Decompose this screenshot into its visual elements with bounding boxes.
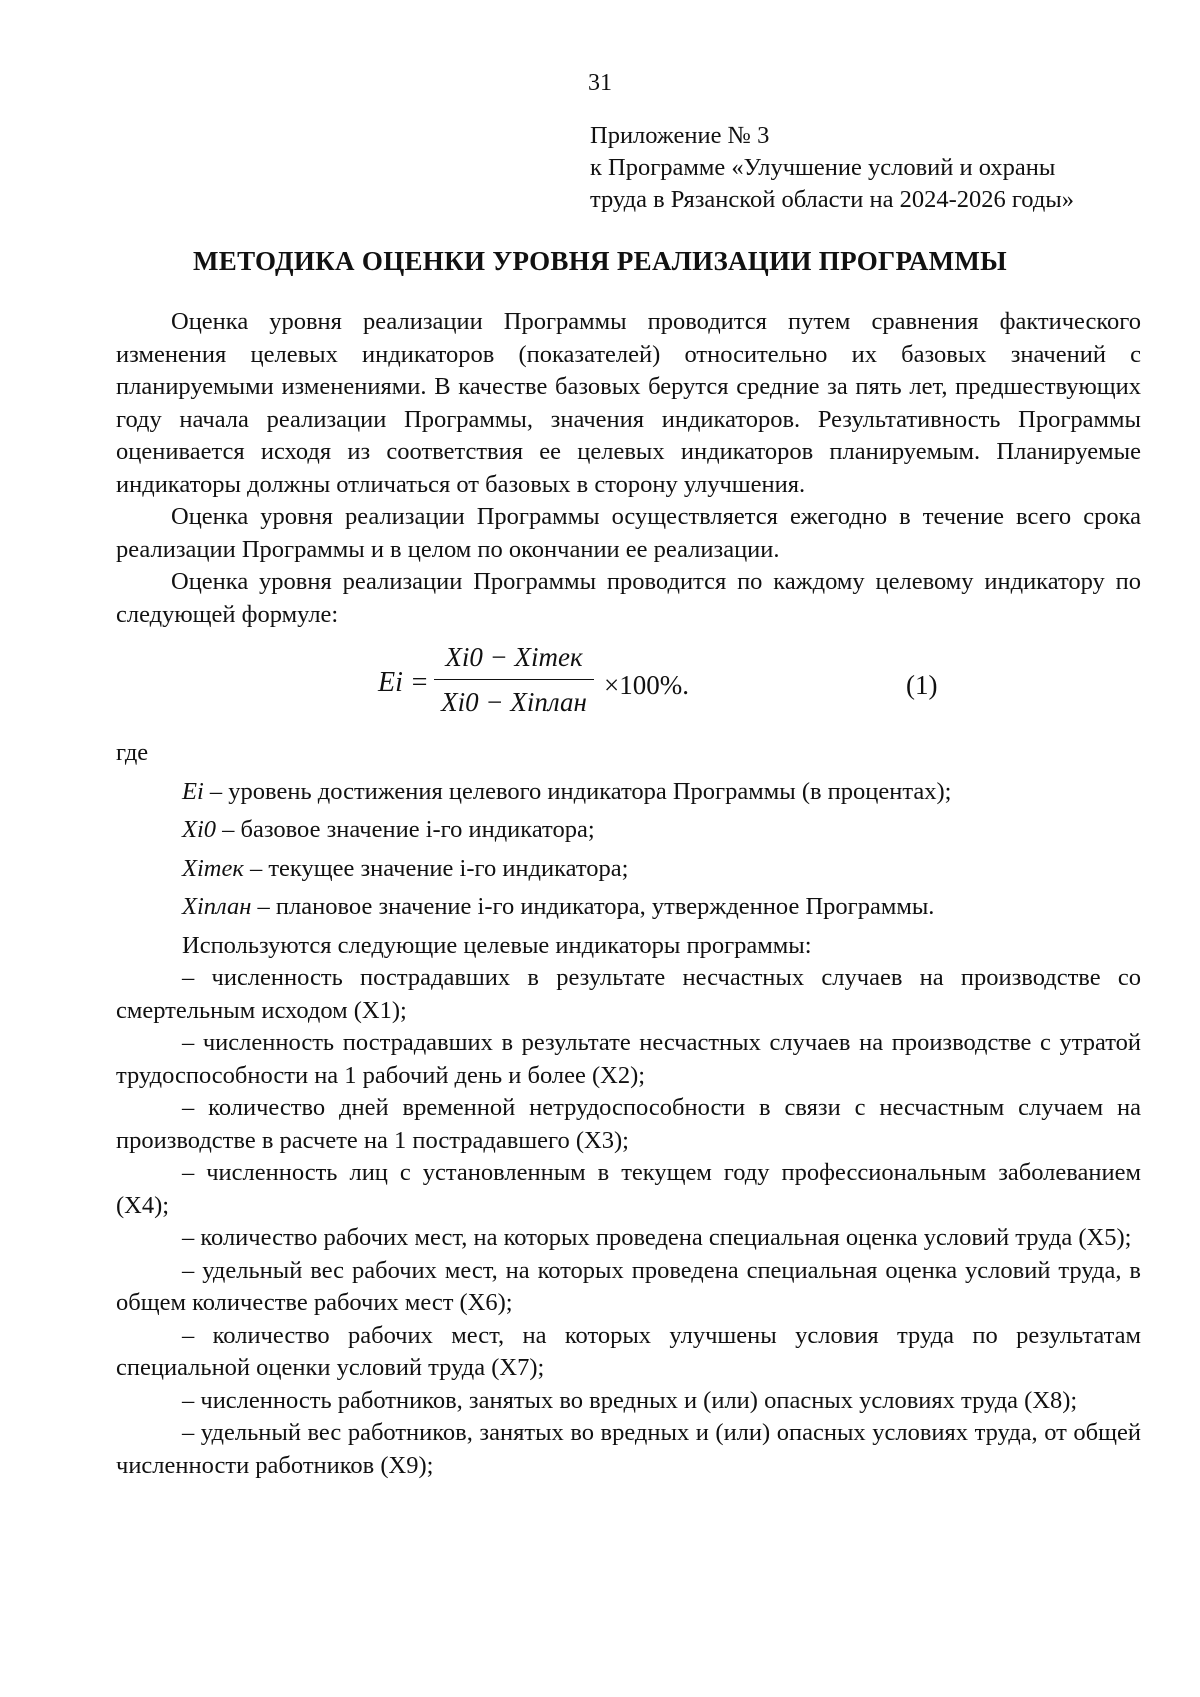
legend-symbol: Xi0 xyxy=(182,816,217,843)
formula-lhs: Ei = xyxy=(378,667,429,698)
appendix-line-3: труда в Рязанской области на 2024-2026 годы» xyxy=(590,186,1075,213)
indicator-item: – численность лиц с установленным в текущем году профессиональным заболеванием (X4); xyxy=(116,1159,1141,1219)
indicator-item: – численность пострадавших в результате несчастных случаев на производстве с утратой трудоспособности на 1 рабочий день и более (X2); xyxy=(116,1029,1141,1089)
indicator-item: – удельный вес работников, занятых во вредных и (или) опасных условиях труда, от общей численности работников (X9); xyxy=(116,1419,1141,1479)
indicator-item: – количество дней временной нетрудоспособности в связи с несчастным случаем на производстве в расчете на 1 пострадавшего (X3); xyxy=(116,1094,1141,1154)
legend-text: – уровень достижения целевого индикатора Программы (в процентах); xyxy=(209,777,952,805)
indicator-list xyxy=(116,962,1141,1482)
formula-denominator: Xi0 − Xiплан xyxy=(441,687,587,717)
where-label: где xyxy=(116,739,149,766)
paragraph-3: Оценка уровня реализации Программы проводится по каждому целевому индикатору по следующей формуле: xyxy=(116,568,1141,628)
document-body xyxy=(116,306,1141,1482)
appendix-line-1: Приложение № 3 xyxy=(590,122,770,149)
legend-text: – плановое значение i-го индикатора, утвержденное Программы. xyxy=(257,893,935,920)
formula xyxy=(116,635,1141,733)
formula-fraction xyxy=(434,635,594,724)
indicator-item: – количество рабочих мест, на которых улучшены условия труда по результатам специальной оценки условий труда (X7); xyxy=(116,1321,1141,1381)
legend-symbol: Ei xyxy=(182,777,204,805)
formula-number: (1) xyxy=(906,670,938,700)
indicator-item: – численность работников, занятых во вредных и (или) опасных условиях труда (X8); xyxy=(182,1386,1078,1414)
formula-numerator: Xi0 − Xiтек xyxy=(434,635,594,680)
legend-symbol: Xiтек xyxy=(182,854,244,882)
appendix-header xyxy=(590,120,1074,216)
paragraph-2: Оценка уровня реализации Программы осуществляется ежегодно в течение всего срока реализации Программы и в целом по окончании ее реализации. xyxy=(116,503,1141,563)
indicator-item: – удельный вес рабочих мест, на которых проведена специальная оценка условий труда, в общем количестве рабочих мест (X6); xyxy=(116,1256,1141,1316)
document-title: МЕТОДИКА ОЦЕНКИ УРОВНЯ РЕАЛИЗАЦИИ ПРОГРАММЫ xyxy=(192,246,1007,276)
legend-item xyxy=(182,891,1141,924)
page-number: 31 xyxy=(588,70,612,96)
indicator-item: – количество рабочих мест, на которых проведена специальная оценка условий труда (X5); xyxy=(182,1224,1132,1251)
legend-text: – текущее значение i-го индикатора; xyxy=(249,854,629,882)
legend-item xyxy=(182,853,1141,886)
legend-text: – базовое значение i-го индикатора; xyxy=(222,816,595,843)
legend-list xyxy=(116,776,1141,924)
paragraph-1: Оценка уровня реализации Программы проводится путем сравнения фактического изменения целевых индикаторов (показателей) относительно их базовых значений с планируемыми изменениями. В качестве базовых берутся средние за пять лет, предшествующих году начала реализации Программы, значения индикаторов. Результативность Программы оценивается исходя из соответствия ее целевых индикаторов планируемым. Планируемые индикаторы должны отличаться от базовых в сторону улучшения. xyxy=(116,308,1141,498)
indicator-item: – численность пострадавших в результате несчастных случаев на производстве со смертельным исходом (X1); xyxy=(116,964,1141,1024)
legend-item xyxy=(182,776,1141,809)
legend-symbol: Xiплан xyxy=(182,893,252,920)
legend-item xyxy=(182,814,1141,847)
formula-multiplier: ×100%. xyxy=(604,670,689,700)
indicators-intro: Используются следующие целевые индикаторы программы: xyxy=(182,931,812,959)
appendix-line-2: к Программе «Улучшение условий и охраны xyxy=(590,154,1056,181)
